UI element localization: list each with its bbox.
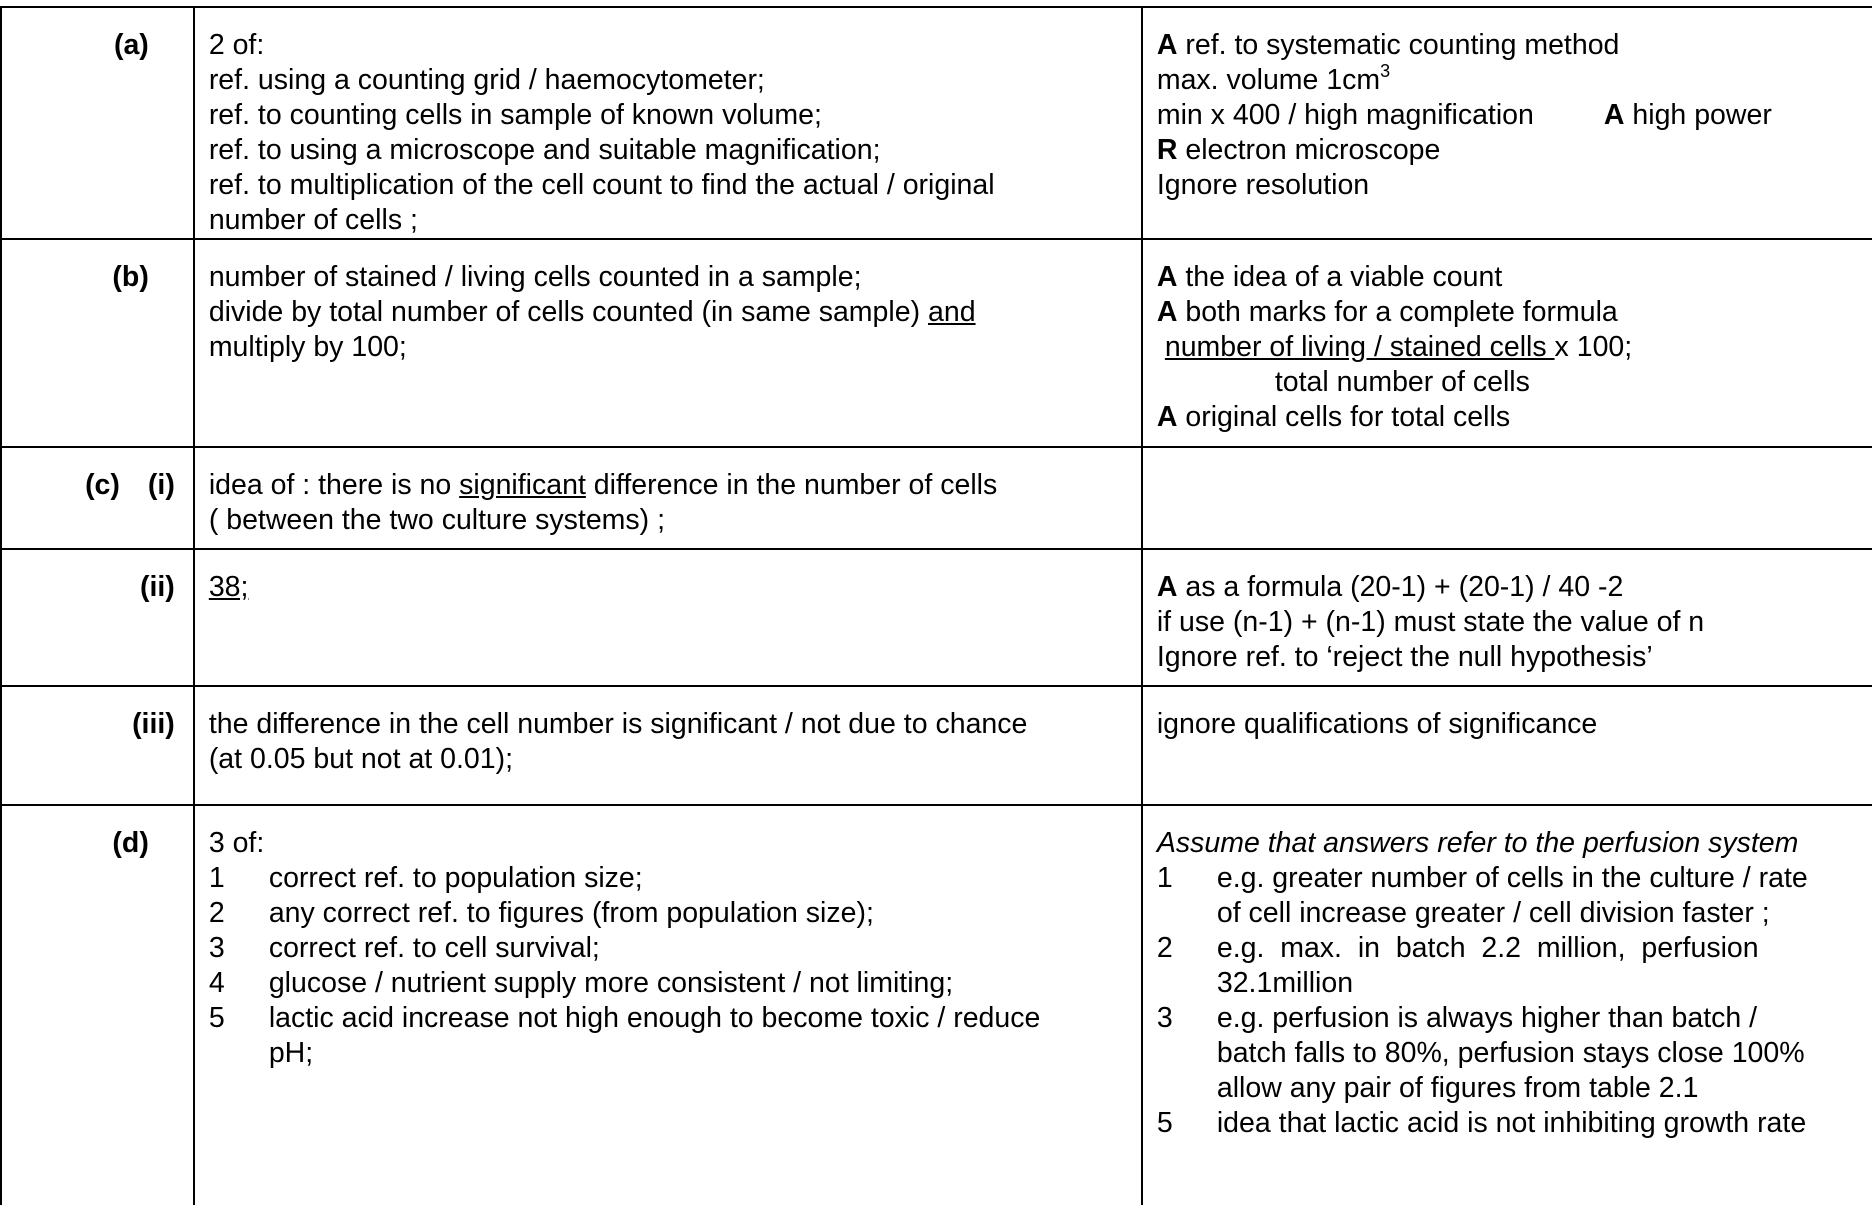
answer-line: (at 0.05 but not at 0.01); [208, 743, 514, 775]
guidance-aside [1604, 98, 1772, 133]
answer-cell-c-ii [194, 549, 1142, 686]
row-c-iii [1, 686, 1872, 805]
guidance-cell-d [1142, 805, 1872, 1205]
point-text-line: batch falls to 80%, perfusion stays close 100% [1216, 1037, 1805, 1069]
point-text-line: pH; [268, 1037, 314, 1069]
guidance-text: max. volume 1cm [1156, 64, 1381, 96]
accept-marker: A [1156, 261, 1178, 293]
answer-point [209, 1001, 1127, 1071]
guidance-point [1157, 1106, 1866, 1141]
question-label-b: (b) [1, 239, 194, 447]
point-text-line: 32.1million [1216, 967, 1354, 999]
mark-scheme-table [0, 6, 1872, 1205]
point-text-line: allow any pair of figures from table 2.1 [1216, 1072, 1699, 1104]
guidance-text: both marks for a complete formula [1177, 296, 1618, 328]
answer-line: ref. using a counting grid / haemocytometer; [208, 64, 765, 96]
point-text-line: e.g. max. in batch 2.2 million, perfusion [1216, 932, 1759, 964]
row-a [1, 7, 1872, 239]
answer-point [209, 861, 1127, 896]
guidance-line [1157, 295, 1866, 330]
point-text-line: e.g. greater number of cells in the culture / rate [1216, 862, 1808, 894]
guidance-line: Ignore ref. to ‘reject the null hypothesis’ [1156, 641, 1653, 673]
label-wrap [16, 468, 175, 503]
guidance-text: min x 400 / high magnification [1156, 99, 1534, 131]
guidance-text: as a formula (20-1) + (20-1) / 40 -2 [1177, 571, 1624, 603]
point-number: 2 [1156, 932, 1173, 964]
point-text: correct ref. to population size; [268, 862, 643, 894]
point-number: 5 [208, 1002, 225, 1034]
point-text: idea that lactic acid is not inhibiting growth rate [1216, 1107, 1807, 1139]
point-number: 4 [208, 967, 225, 999]
answer-cell-d [194, 805, 1142, 1205]
guidance-text: the idea of a viable count [1177, 261, 1503, 293]
point-number: 1 [208, 862, 225, 894]
accept-marker: A [1603, 99, 1625, 131]
question-label-c-i [1, 447, 194, 549]
answer-text: difference in the number of cells [585, 469, 998, 501]
superscript: 3 [1380, 61, 1391, 81]
guidance-line: Ignore resolution [1156, 169, 1370, 201]
answer-line: number of cells ; [208, 204, 418, 236]
question-label-a: (a) [1, 7, 194, 239]
label-part: (i) [147, 469, 175, 501]
guidance-line [1157, 98, 1866, 133]
guidance-cell-c-ii [1142, 549, 1872, 686]
answer-line: 3 of: [208, 827, 265, 859]
point-text: correct ref. to cell survival; [268, 932, 600, 964]
formula-multiplier: x 100; [1554, 331, 1633, 363]
point-text: glucose / nutrient supply more consistent / not limiting; [268, 967, 954, 999]
answer-line: ref. to counting cells in sample of known volume; [208, 99, 822, 131]
formula-denominator: total number of cells [1274, 366, 1530, 398]
guidance-text: original cells for total cells [1177, 401, 1511, 433]
answer-line: number of stained / living cells counted in a sample; [208, 261, 862, 293]
point-text [1217, 1001, 1866, 1106]
accept-marker: A [1156, 29, 1178, 61]
accept-marker: A [1156, 401, 1178, 433]
answer-line: 2 of: [208, 29, 265, 61]
guidance-text: ref. to systematic counting method [1177, 29, 1620, 61]
guidance-cell-c-iii [1142, 686, 1872, 805]
answer-line: ref. to multiplication of the cell count to find the actual / original [208, 169, 995, 201]
point-number: 1 [1156, 862, 1173, 894]
guidance-cell-c-i [1142, 447, 1872, 549]
row-c-i [1, 447, 1872, 549]
answer-point [209, 896, 1127, 931]
question-label-c-iii: (iii) [1, 686, 194, 805]
accept-marker: A [1156, 296, 1178, 328]
row-c-ii [1, 549, 1872, 686]
point-text: any correct ref. to figures (from population size); [268, 897, 874, 929]
point-text [1217, 931, 1866, 1001]
guidance-point [1157, 861, 1866, 931]
answer-cell-b [194, 239, 1142, 447]
point-text [1217, 861, 1866, 931]
question-label-d: (d) [1, 805, 194, 1205]
point-number: 3 [208, 932, 225, 964]
answer-line: 38; [208, 571, 249, 603]
answer-line: the difference in the cell number is significant / not due to chance [208, 708, 1028, 740]
guidance-line [1157, 133, 1866, 168]
guidance-line [1157, 28, 1866, 63]
underlined-keyword: significant [459, 469, 586, 501]
point-text [269, 1001, 1127, 1071]
guidance-text: high power [1624, 99, 1772, 131]
answer-line: ref. to using a microscope and suitable magnification; [208, 134, 881, 166]
row-d [1, 805, 1872, 1205]
formula-numerator-text: number of living / stained cells [1164, 331, 1555, 363]
accept-marker: A [1156, 571, 1178, 603]
point-number: 2 [208, 897, 225, 929]
guidance-cell-b [1142, 239, 1872, 447]
guidance-point [1157, 1001, 1866, 1106]
answer-point [209, 966, 1127, 1001]
point-text-line: lactic acid increase not high enough to become toxic / reduce [268, 1002, 1041, 1034]
answer-cell-c-iii [194, 686, 1142, 805]
guidance-line [1157, 260, 1866, 295]
answer-cell-a [194, 7, 1142, 239]
guidance-line [1157, 400, 1866, 435]
point-text-line: of cell increase greater / cell division faster ; [1216, 897, 1770, 929]
answer-line [209, 295, 1127, 330]
guidance-line: Assume that answers refer to the perfusion system [1156, 827, 1799, 859]
reject-marker: R [1156, 134, 1178, 166]
guidance-text: electron microscope [1177, 134, 1441, 166]
guidance-line [1157, 570, 1866, 605]
guidance-line [1157, 63, 1866, 98]
guidance-cell-a [1142, 7, 1872, 239]
point-text-line: e.g. perfusion is always higher than batch / [1216, 1002, 1758, 1034]
question-label-c-ii: (ii) [1, 549, 194, 686]
label-part: (c) [85, 469, 120, 501]
guidance-point [1157, 931, 1866, 1001]
answer-cell-c-i [194, 447, 1142, 549]
point-number: 3 [1156, 1002, 1173, 1034]
guidance-line: if use (n-1) + (n-1) must state the value of n [1156, 606, 1705, 638]
row-b [1, 239, 1872, 447]
point-number: 5 [1156, 1107, 1173, 1139]
answer-line: multiply by 100; [208, 331, 407, 363]
formula-numerator [1157, 330, 1866, 365]
underlined-keyword: and [928, 296, 976, 328]
answer-line: ( between the two culture systems) ; [208, 504, 665, 536]
answer-text: idea of : there is no [208, 469, 460, 501]
answer-line [209, 468, 1127, 503]
answer-text: divide by total number of cells counted (in same sample) [208, 296, 928, 328]
guidance-line: ignore qualifications of significance [1156, 708, 1598, 740]
answer-point [209, 931, 1127, 966]
